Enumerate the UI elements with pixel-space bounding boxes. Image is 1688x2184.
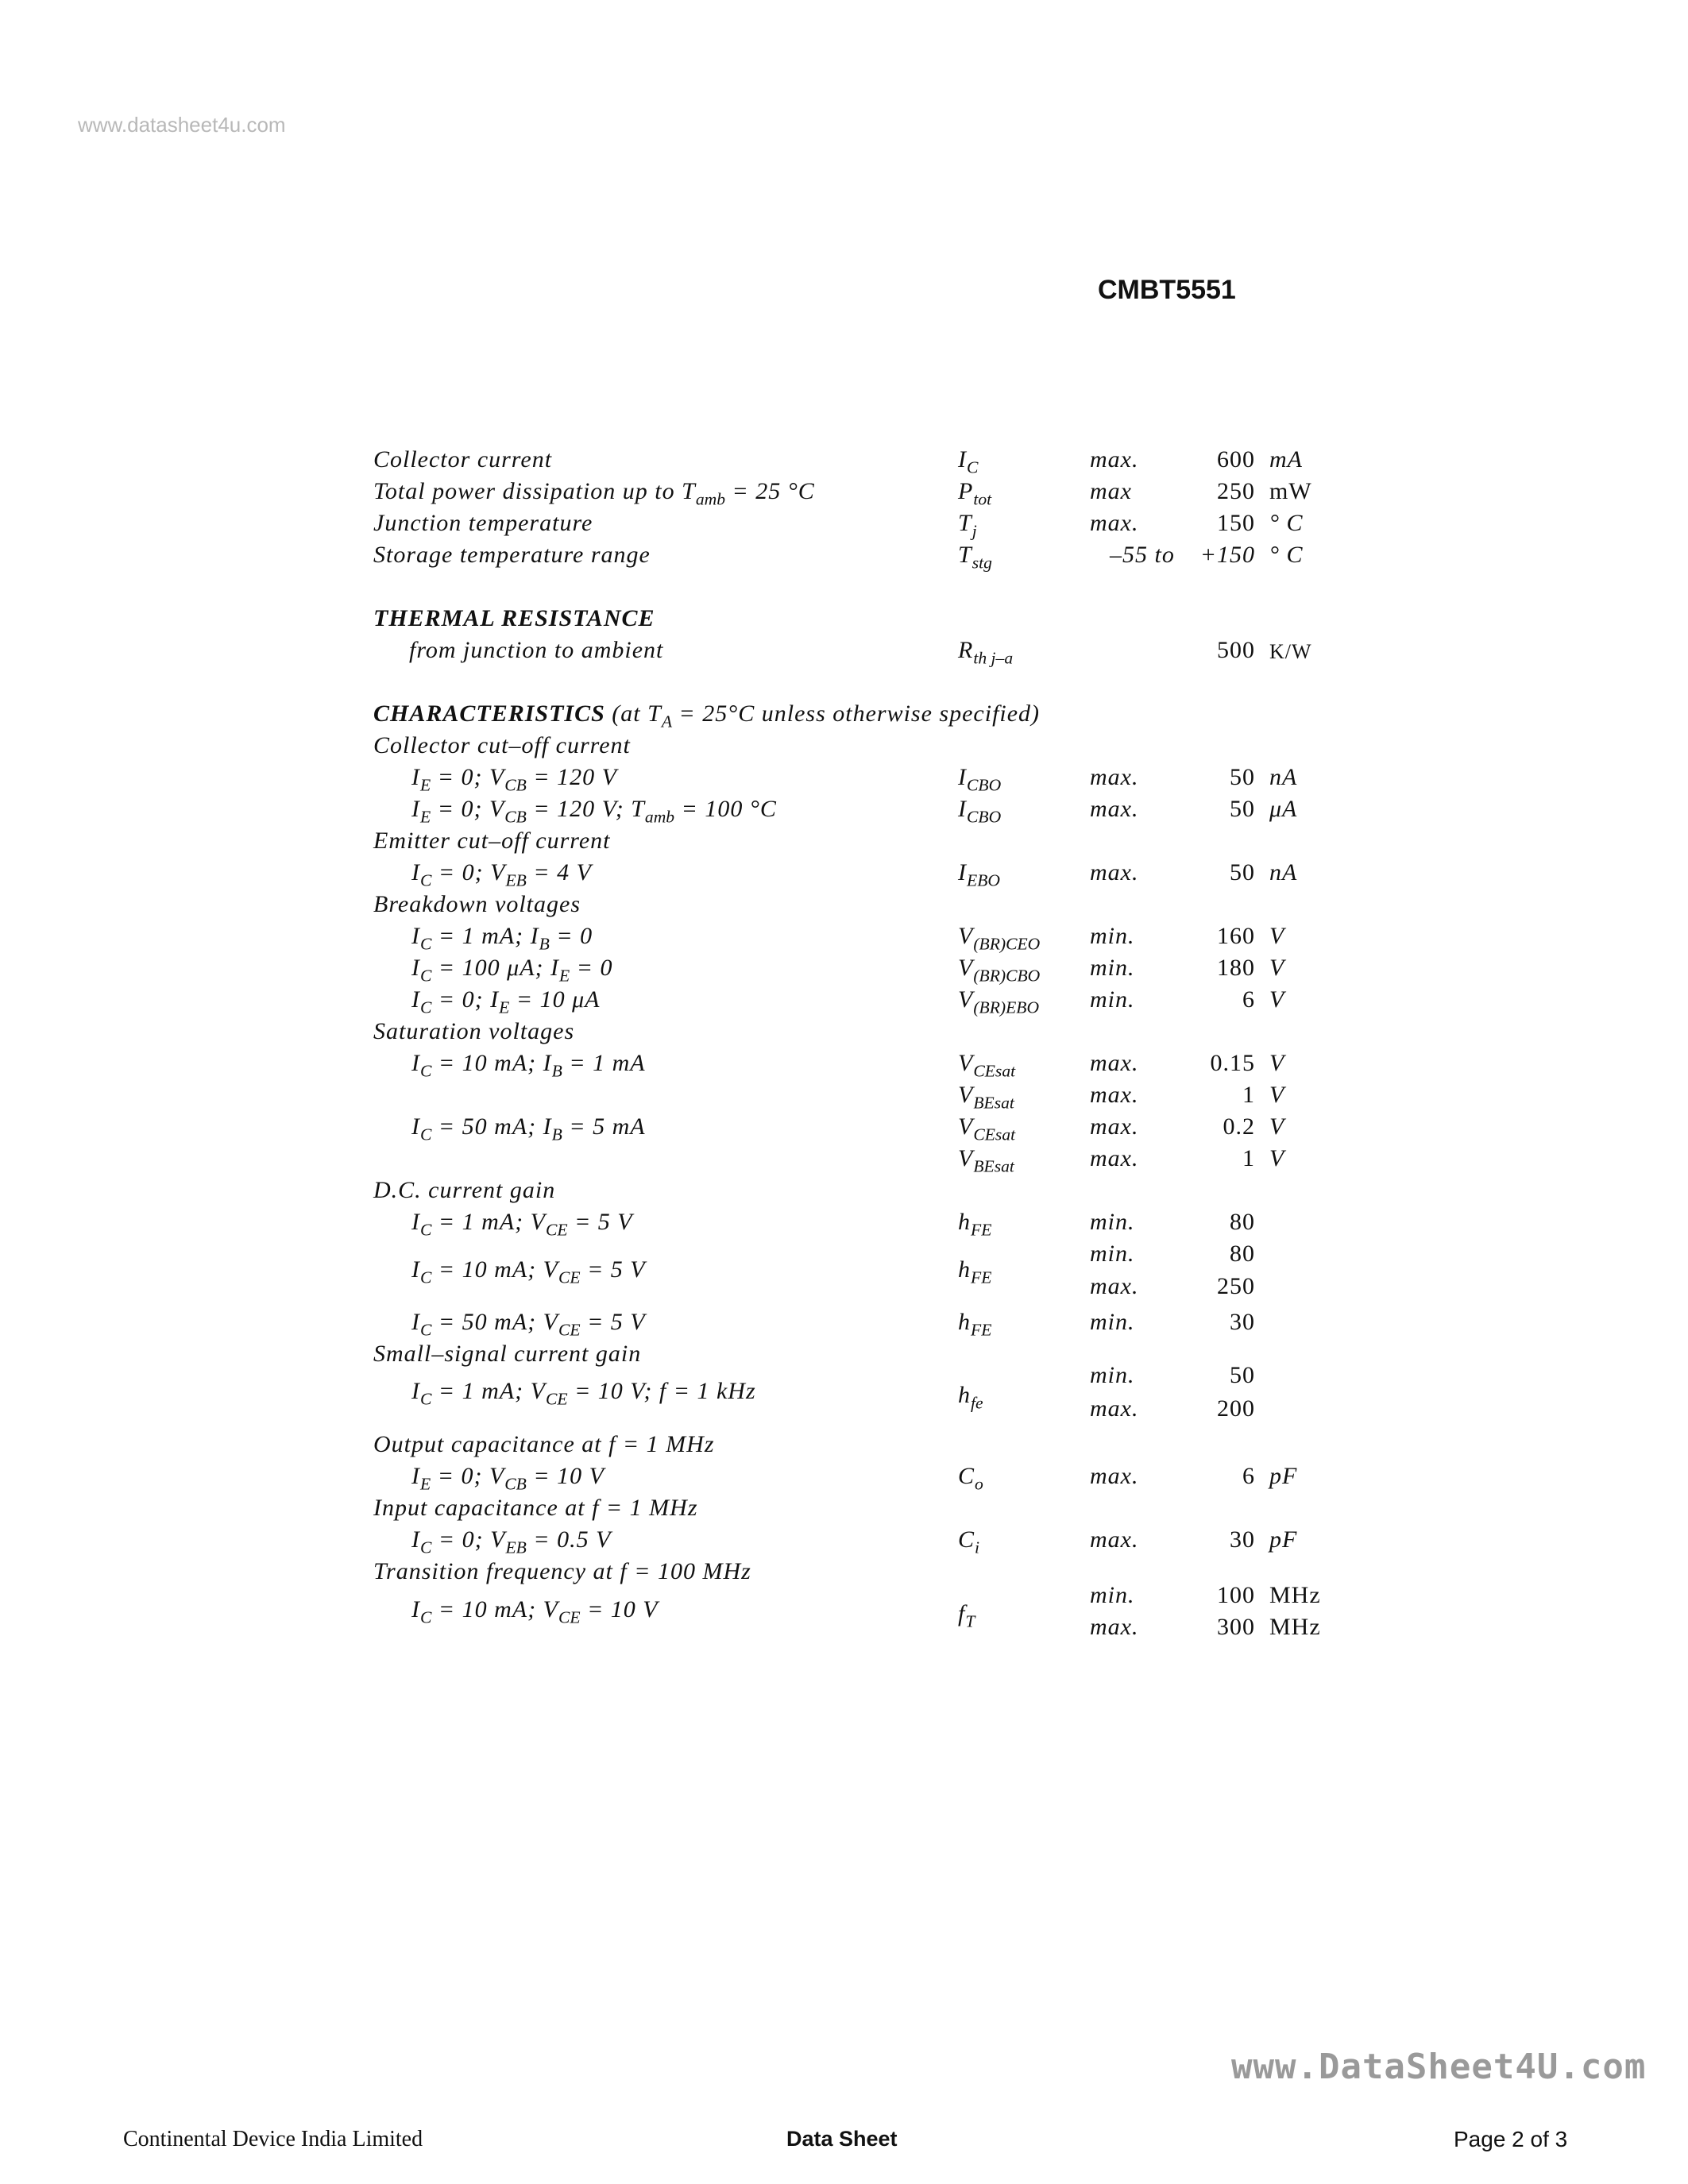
value: 160 [1217, 923, 1255, 949]
unit: V [1269, 955, 1285, 981]
limit: min. [1090, 1209, 1135, 1235]
unit: V [1269, 1113, 1285, 1140]
symbol: $C_o$ [958, 1463, 983, 1494]
symbol: $h_{FE}$ [958, 1256, 992, 1287]
symbol: $V_{BEsat}$ [958, 1082, 1014, 1113]
thermal-heading: THERMAL RESISTANCE [373, 605, 655, 631]
symbol: $V_{(BR)CBO}$ [958, 955, 1041, 986]
condition: $I_C = 10$ mA; $I_B = 1$ mA [411, 1050, 646, 1081]
rating-value: 150 [1217, 510, 1255, 536]
rating-unit: ° C [1269, 510, 1304, 536]
unit: μA [1269, 796, 1298, 822]
condition: $I_C = 50$ mA; $V_{CE} = 5$ V [411, 1309, 646, 1340]
symbol: $V_{CEsat}$ [958, 1113, 1016, 1144]
rating-label: Total power dissipation up to $T_{amb} = 25$ °C [373, 478, 815, 509]
unit: nA [1269, 859, 1298, 886]
footer-company: Continental Device India Limited [123, 2127, 423, 2151]
thermal-value: 500 [1217, 637, 1255, 663]
limit: min. [1090, 1362, 1135, 1388]
rating-value: 250 [1217, 478, 1255, 504]
value: 6 [1242, 986, 1255, 1013]
limit: min. [1090, 955, 1135, 981]
value: 1 [1242, 1145, 1255, 1171]
condition: $I_C = 0$; $V_{EB} = 4$ V [411, 859, 592, 890]
value: 200 [1217, 1395, 1255, 1422]
group-label: Saturation voltages [373, 1018, 575, 1044]
unit: MHz [1269, 1582, 1321, 1608]
condition: $I_C = 0$; $V_{EB} = 0.5$ V [411, 1526, 612, 1557]
rating-symbol: $T_j$ [958, 510, 977, 541]
limit: max. [1090, 764, 1139, 790]
limit: max. [1090, 1273, 1139, 1299]
value: 50 [1230, 1362, 1255, 1388]
condition: $I_C = 1$ mA; $V_{CE} = 10$ V; f = 1 kHz [411, 1378, 756, 1409]
condition: $I_C = 0$; $I_E = 10$ μA [411, 986, 601, 1017]
limit: min. [1090, 1582, 1135, 1608]
limit: max. [1090, 796, 1139, 822]
value: 6 [1242, 1463, 1255, 1489]
group-label: Input capacitance at f = 1 MHz [373, 1495, 698, 1521]
value: 1 [1242, 1082, 1255, 1108]
unit: pF [1269, 1463, 1298, 1489]
limit: max. [1090, 1113, 1139, 1140]
condition: $I_C = 50$ mA; $I_B = 5$ mA [411, 1113, 646, 1144]
watermark-bottom[interactable]: www.DataSheet4U.com [1231, 2047, 1647, 2087]
value: 180 [1217, 955, 1255, 981]
rating-unit: mW [1269, 478, 1312, 504]
symbol: $I_{EBO}$ [958, 859, 1000, 890]
limit: max. [1090, 1526, 1139, 1553]
value: 30 [1230, 1309, 1255, 1335]
limit: max. [1090, 1463, 1139, 1489]
value: 50 [1230, 764, 1255, 790]
footer-doc-type: Data Sheet [786, 2127, 898, 2151]
symbol: $V_{(BR)CEO}$ [958, 923, 1041, 954]
unit: V [1269, 986, 1285, 1013]
limit: max. [1090, 1145, 1139, 1171]
symbol: $V_{CEsat}$ [958, 1050, 1016, 1081]
unit: nA [1269, 764, 1298, 790]
condition: $I_E = 0$; $V_{CB} = 120$ V; $T_{amb} = 100$ °C [411, 796, 777, 827]
rating-limit: max [1090, 478, 1132, 504]
limit: min. [1090, 1309, 1135, 1335]
condition: $I_C = 1$ mA; $V_{CE} = 5$ V [411, 1209, 633, 1240]
rating-symbol: $T_{stg}$ [958, 542, 992, 573]
group-label: Transition frequency at f = 100 MHz [373, 1558, 751, 1584]
limit: max. [1090, 1050, 1139, 1076]
value: 300 [1217, 1614, 1255, 1640]
condition: $I_C = 10$ mA; $V_{CE} = 5$ V [411, 1256, 646, 1287]
value: 250 [1217, 1273, 1255, 1299]
rating-unit: ° C [1269, 542, 1304, 568]
group-label: Output capacitance at f = 1 MHz [373, 1431, 715, 1457]
value: 30 [1230, 1526, 1255, 1553]
rating-limit: max. [1090, 510, 1139, 536]
condition: $I_C = 10$ mA; $V_{CE} = 10$ V [411, 1596, 659, 1627]
value: 80 [1230, 1209, 1255, 1235]
rating-label: Storage temperature range [373, 542, 651, 568]
condition: $I_E = 0$; $V_{CB} = 120$ V [411, 764, 617, 795]
unit: V [1269, 1082, 1285, 1108]
rating-label: Junction temperature [373, 510, 593, 536]
characteristics-heading: CHARACTERISTICS (at $T_A = 25^\circ C$ unless otherwise specified) [373, 700, 1041, 731]
thermal-unit: K/W [1269, 640, 1312, 663]
rating-symbol: $I_C$ [958, 446, 979, 477]
limit: min. [1090, 1241, 1135, 1267]
unit: pF [1269, 1526, 1298, 1553]
condition: $I_C = 1$ mA; $I_B = 0$ [411, 923, 593, 954]
condition: $I_C = 100$ μA; $I_E = 0$ [411, 955, 613, 986]
value: 80 [1230, 1241, 1255, 1267]
group-label: Small–signal current gain [373, 1341, 642, 1367]
value: 50 [1230, 796, 1255, 822]
unit: V [1269, 1050, 1285, 1076]
condition: $I_E = 0$; $V_{CB} = 10$ V [411, 1463, 605, 1494]
footer-page-number: Page 2 of 3 [1454, 2127, 1568, 2151]
rating-symbol: $P_{tot}$ [958, 478, 992, 509]
symbol: $V_{BEsat}$ [958, 1145, 1014, 1176]
limit: min. [1090, 923, 1135, 949]
part-number-title: CMBT5551 [1098, 275, 1236, 305]
group-label: Breakdown voltages [373, 891, 581, 917]
rating-value: +150 [1199, 542, 1255, 568]
unit: V [1269, 1145, 1285, 1171]
rating-label: Collector current [373, 446, 553, 473]
symbol: $V_{(BR)EBO}$ [958, 986, 1040, 1017]
symbol: $h_{FE}$ [958, 1309, 992, 1340]
symbol: $I_{CBO}$ [958, 796, 1002, 827]
value: 0.2 [1223, 1113, 1255, 1140]
rating-range: –55 to [1110, 542, 1175, 568]
rating-unit: mA [1269, 446, 1303, 473]
limit: max. [1090, 1082, 1139, 1108]
thermal-symbol: $R_{th j-a}$ [958, 637, 1014, 668]
group-label: D.C. current gain [373, 1177, 556, 1203]
rating-value: 600 [1217, 446, 1255, 473]
rating-limit: max. [1090, 446, 1139, 473]
group-label: Emitter cut–off current [373, 828, 611, 854]
group-label: Collector cut–off current [373, 732, 631, 758]
symbol: $C_i$ [958, 1526, 980, 1557]
value: 50 [1230, 859, 1255, 886]
value: 100 [1217, 1582, 1255, 1608]
limit: max. [1090, 1614, 1139, 1640]
symbol: $h_{FE}$ [958, 1209, 992, 1240]
thermal-label: from junction to ambient [409, 637, 664, 663]
symbol: $h_{fe}$ [958, 1382, 983, 1413]
symbol: $I_{CBO}$ [958, 764, 1002, 795]
unit: MHz [1269, 1614, 1321, 1640]
limit: max. [1090, 1395, 1139, 1422]
symbol: $f_T$ [958, 1600, 975, 1631]
value: 0.15 [1210, 1050, 1255, 1076]
limit: min. [1090, 986, 1135, 1013]
unit: V [1269, 923, 1285, 949]
limit: max. [1090, 859, 1139, 886]
watermark-top[interactable]: www.datasheet4u.com [78, 113, 286, 137]
